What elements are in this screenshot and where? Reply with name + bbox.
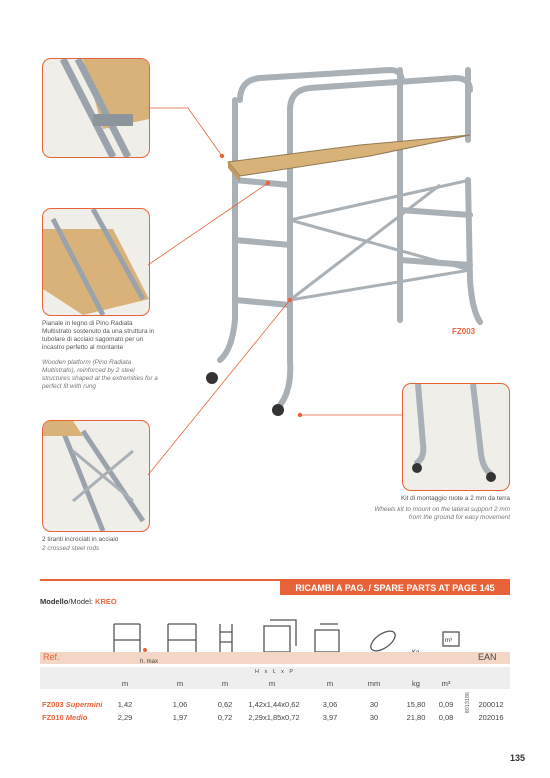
unit-6: mm bbox=[367, 679, 381, 688]
model-label: Modello/Model: KREO bbox=[40, 597, 117, 606]
ean-label: EAN bbox=[478, 652, 497, 662]
unit-2: m bbox=[176, 679, 184, 688]
caption-rods-en: 2 crossed steel rods bbox=[42, 545, 100, 552]
unit-5: m bbox=[326, 679, 334, 688]
unit-3: m bbox=[221, 679, 229, 688]
caption-wheels-it: Kit di montaggio ruote a 2 mm da terra bbox=[400, 495, 510, 502]
ref-label: Ref. bbox=[43, 652, 60, 662]
unit-7: kg bbox=[412, 679, 420, 688]
caption-platform-en: Wooden platform (Pino Radiata Multistrato), reinforced by 2 steel structures shaped at the extremities for a perfect fit with rung bbox=[42, 359, 158, 390]
caption-rods-it: 2 tiranti incrociati in acciaio bbox=[42, 536, 119, 543]
caption-platform-it: Pianale in legno di Pino Radiata Multistrato sostenuto da una struttura in tubolare di acciaio sagomato per un incastro perfetto al montante bbox=[42, 320, 155, 351]
unit-4: m bbox=[268, 679, 276, 688]
product-tag: FZ003 bbox=[452, 327, 476, 336]
hxlxp-label: H x L x P bbox=[254, 669, 296, 675]
page-number: 135 bbox=[509, 753, 525, 763]
caption-wheels-en: Wheels kit to mount on the lateral support 2 mm from the ground for easy movement bbox=[374, 506, 510, 521]
spare-parts-banner: RICAMBI A PAG. / SPARE PARTS AT PAGE 145 bbox=[280, 581, 510, 595]
ean-prefix: 8013186 bbox=[465, 692, 471, 714]
hmax-label: h. max bbox=[140, 659, 159, 665]
unit-8: m³ bbox=[441, 679, 451, 688]
unit-1: m bbox=[121, 679, 129, 688]
table-header-band bbox=[40, 652, 510, 664]
svg-text:m³: m³ bbox=[445, 638, 452, 644]
